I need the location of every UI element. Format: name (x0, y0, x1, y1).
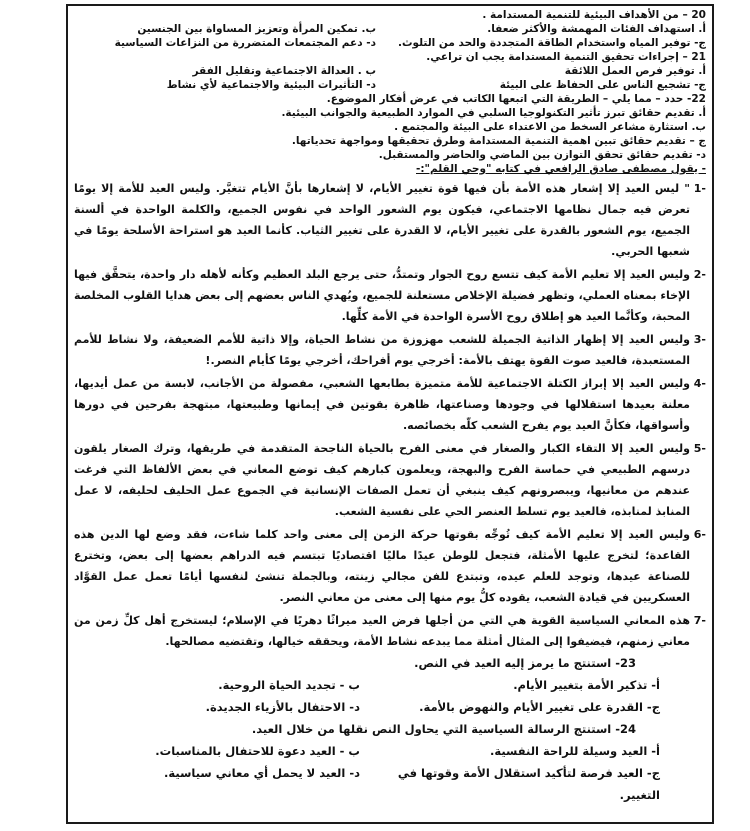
passage-paragraph-3 (74, 329, 706, 371)
question-title: 23- استنتج ما يرمز إليه العيد في النص. (414, 656, 636, 670)
option-c[interactable]: ج- العيد فرصة لتأكيد استقلال الأمة وقوتها في التغيير. (397, 766, 660, 802)
passage-paragraph-7 (74, 610, 706, 652)
paragraph-text: وليس العيد إلا إبراز الكتلة الاجتماعية للأمة متميزة بطابعها الشعبي، مفصولة من الأجانب، لابسة من عمل أيديها، معلنة بعيدها استقلالها في وجودها وصناعتها، ظاهرة بقوتين في إيمانها وطبيعتها، مبتهجة بفرحين في دورها وأسواقها، فكأنَّ العيد يوم يفرح الشعب كلّه بخصائصه. (74, 377, 690, 432)
paragraph-text: " ليس العيد إلا إشعار هذه الأمة بأن فيها قوة تغيير الأيام، لا إشعارها بأنَّ الأيام تتغيَّر. وليس العيد للأمة إلا يومًا تعرض فيه جمال نظامها الاجتماعي، فيكون يوم الشعور الواحد في نفوس الجميع، والكلمة الواحدة في ألسنة الجميع، يوم الشعور بالقدرة على تغيير الأيام، لا القدرة على تغيير الثياب. كأنما العيد هو استراحة الأسلحة يومًا في شعبها الحربي. (74, 182, 690, 258)
paragraph-number: -1 (693, 182, 706, 195)
passage-paragraph-4 (74, 373, 706, 436)
options-row (74, 78, 706, 92)
option-b[interactable]: ب. استثارة مشاعر السخط من الاعتداء على البيئة والمجتمع . (394, 121, 706, 133)
question-22 (74, 92, 706, 162)
options-row (74, 64, 706, 78)
passage-intro: - يقول مصطفى صادق الرافعي في كتابه "وحي القلم":- (416, 163, 706, 175)
question-24 (74, 718, 706, 806)
option-c[interactable]: ج- القدرة على تغيير الأيام والنهوض بالأمة. (419, 700, 660, 714)
paragraph-number: -5 (693, 442, 706, 455)
question-title: 21 – إجراءات تحقيق التنمية المستدامة يجب ان تراعي. (426, 51, 706, 63)
options-row (74, 674, 706, 696)
paragraph-number: -4 (693, 377, 706, 390)
passage-paragraph-5 (74, 438, 706, 522)
options-row (74, 696, 706, 718)
question-21 (74, 50, 706, 92)
paragraph-text: هذه المعاني السياسية القوية هي التي من أجلها فرض العيد ميراثًا دهريًا في الإسلام؛ ليستخرج أهل كلِّ زمن من معاني زمنهم، فيضيفوا إلى المثال أمثلة مما يبدعه نشاط الأمة، ويحققه خيالها، وتقتضيه مصالحها. (74, 614, 690, 648)
passage-paragraph-1 (74, 178, 706, 262)
option-b[interactable]: ب . العدالة الاجتماعية وتقليل الفقر (192, 65, 376, 77)
options-row (74, 762, 706, 806)
passage-paragraph-2 (74, 264, 706, 327)
question-20 (74, 8, 706, 50)
paragraph-text: وليس العيد إلا التقاء الكبار والصغار في معنى الفرح بالحياة الناجحة المتقدمة في طريقها، وترك الصغار يلقون درسهم الطبيعي في حماسة الفرح والبهجة، ويعلمون كبارهم كيف توضع المعاني في بعض الألفاظ التي فرغت عندهم من معانيها، ويبصرونهم كيف ينبغي أن تعمل الصفات الإنسانية في الجموع عمل الحليف لحليفه، لا عمل المنابذ لمنابذه، فالعيد يوم تسلط العنصر الحي على نفسية الشعب. (74, 442, 690, 518)
passage (74, 178, 706, 652)
paragraph-number: -2 (693, 268, 706, 281)
paragraph-number: -6 (693, 528, 706, 541)
option-a[interactable]: أ. توفير فرص العمل اللائقة (564, 65, 706, 77)
option-d[interactable]: د- العيد لا يحمل أي معاني سياسية. (164, 766, 360, 780)
option-b[interactable]: ب - تجديد الحياة الروحية. (218, 678, 360, 692)
options-row (74, 36, 706, 50)
question-title: 22- حدد – مما يلي – الطريقة التي اتبعها الكاتب في عرض أفكار الموضوع. (326, 93, 706, 105)
option-c[interactable]: ج- تشجيع الناس على الحفاظ على البيئة (499, 79, 706, 91)
passage-paragraph-6 (74, 524, 706, 608)
option-b[interactable]: ب. تمكين المرأة وتعزيز المساواة بين الجنسين (137, 23, 376, 35)
paragraph-text: وليس العيد إلا تعليم الأمة كيف تُوجِّه بقوتها حركة الزمن إلى معنى واحد كلما شاءت، فقد وضع لها الدين هذه القاعدة؛ لتخرج عليها الأمثلة، فتجعل للوطن عيدًا ماليًا اقتصاديًا تبتسم فيه الدراهم بعضها إلى بعض، وتخترع للصناعة عيدها، وتوجد للعلم عيده، وتبتدع للفن مجالي زينته، وبالجملة تنشئ لنفسها أيامًا تعمل عمل القوَّاد العسكريين في قيادة الشعب، يقوده كلُّ يوم منها إلى معنى من معاني النصر. (74, 528, 690, 604)
option-c[interactable]: ج- توفير المياه واستخدام الطاقة المتجددة والحد من التلوث. (398, 37, 706, 49)
options-row (74, 740, 706, 762)
question-title: 24- استنتج الرسالة السياسية التي يحاول النص نقلها من خلال العيد. (251, 722, 636, 736)
option-a[interactable]: أ. تقديم حقائق تبرز تأثير التكنولوجيا السلبي في الموارد الطبيعية والجوانب البيئية. (281, 107, 706, 119)
options-row (74, 22, 706, 36)
paragraph-number: -3 (693, 333, 706, 346)
question-title: 20 – من الأهداف البيئية للتنمية المستدامة . (482, 9, 706, 21)
option-a[interactable]: أ- العيد وسيلة للراحة النفسية. (490, 744, 660, 758)
paragraph-text: وليس العيد إلا إظهار الذاتية الجميلة للشعب مهزوزة من نشاط الحياة، وإلا ذاتية للأمم الضعيفة، ولا نشاط للأمم المستعبدة، فالعيد صوت القوة يهتف بالأمة: أخرجي يوم أفراحك، أخرجي يومًا كأيام النصر.! (74, 333, 690, 367)
option-d[interactable]: د- تقديم حقائق تحقق التوازن بين الماضي والحاضر والمستقبل. (378, 149, 706, 161)
paragraph-number: -7 (693, 614, 706, 627)
paragraph-text: وليس العيد إلا تعليم الأمة كيف تتسع روح الجوار وتمتدُّ، حتى يرجع البلد العظيم وكأنه لأهله دار واحدة، يتحقَّق فيها الإخاء بمعناه العملي، وتظهر فضيلة الإخلاص مستعلنة للجميع، ويُهدي الناس بعضهم إلى بعض هدايا القلوب المخلصة المحبة، وكأنَّما العيد هو إطلاق روح الأسرة الواحدة في الأمة كلِّها. (74, 268, 690, 323)
option-a[interactable]: أ- تذكير الأمة بتغيير الأيام. (513, 678, 660, 692)
option-d[interactable]: د- دعم المجتمعات المتضررة من النزاعات السياسية (114, 37, 376, 49)
option-d[interactable]: د- التأثيرات البيئية والاجتماعية لأي نشاط (166, 79, 376, 91)
option-a[interactable]: أ. استهداف الفئات المهمشة والأكثر ضعفا. (487, 23, 706, 35)
option-b[interactable]: ب - العيد دعوة للاحتفال بالمناسبات. (155, 744, 360, 758)
question-23 (74, 652, 706, 718)
option-d[interactable]: د- الاحتفال بالأزياء الجديدة. (205, 700, 360, 714)
exam-page (74, 8, 706, 806)
option-c[interactable]: ج – تقديم حقائق تبين اهمية التنمية المستدامة وطرق تحقيقها ومواجهة تحدياتها. (291, 135, 706, 147)
